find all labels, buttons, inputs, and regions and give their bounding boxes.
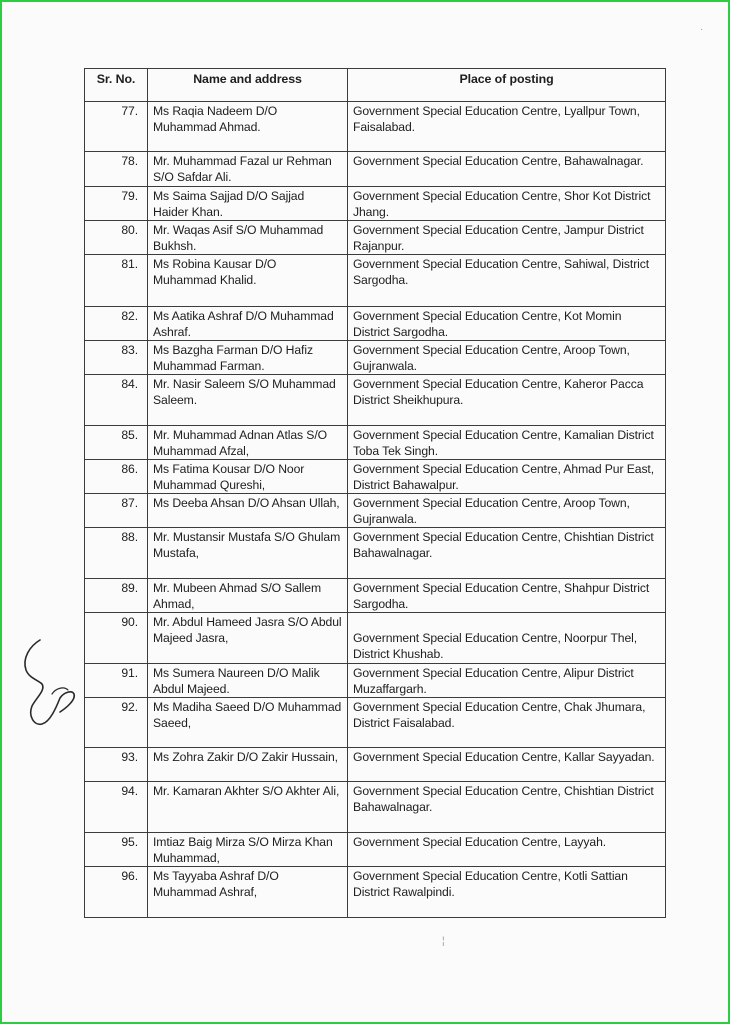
table-row xyxy=(85,833,666,867)
table-row xyxy=(85,528,666,579)
scan-speck: · xyxy=(700,24,704,35)
sr-no-cell: 81. xyxy=(85,255,148,307)
table-row xyxy=(85,460,666,494)
name-cell: Ms Sumera Naureen D/O Malik Abdul Majeed. xyxy=(148,664,348,698)
place-cell: Government Special Education Centre, Aroop Town, Gujranwala. xyxy=(348,341,666,375)
name-cell: Ms Aatika Ashraf D/O Muhammad Ashraf. xyxy=(148,307,348,341)
sr-no-cell: 84. xyxy=(85,375,148,426)
name-cell: Ms Tayyaba Ashraf D/O Muhammad Ashraf, xyxy=(148,867,348,918)
place-cell: Government Special Education Centre, Sahiwal, District Sargodha. xyxy=(348,255,666,307)
name-cell: Ms Fatima Kousar D/O Noor Muhammad Qureshi, xyxy=(148,460,348,494)
place-cell: Government Special Education Centre, Shor Kot District Jhang. xyxy=(348,187,666,221)
name-cell: Mr. Nasir Saleem S/O Muhammad Saleem. xyxy=(148,375,348,426)
sr-no-cell: 77. xyxy=(85,102,148,152)
table-row xyxy=(85,221,666,255)
name-cell: Ms Robina Kausar D/O Muhammad Khalid. xyxy=(148,255,348,307)
table-row xyxy=(85,307,666,341)
sr-no-cell: 79. xyxy=(85,187,148,221)
table-row xyxy=(85,748,666,782)
sr-no-cell: 85. xyxy=(85,426,148,460)
place-cell: Government Special Education Centre, Alipur District Muzaffargarh. xyxy=(348,664,666,698)
place-cell: Government Special Education Centre, Lyallpur Town, Faisalabad. xyxy=(348,102,666,152)
sr-no-cell: 78. xyxy=(85,152,148,187)
name-cell: Ms Deeba Ahsan D/O Ahsan Ullah, xyxy=(148,494,348,528)
place-cell: Government Special Education Centre, Bahawalnagar. xyxy=(348,152,666,187)
table-row xyxy=(85,782,666,833)
table-row xyxy=(85,494,666,528)
postings-table xyxy=(84,68,666,918)
name-cell: Ms Raqia Nadeem D/O Muhammad Ahmad. xyxy=(148,102,348,152)
name-cell: Ms Bazgha Farman D/O Hafiz Muhammad Farman. xyxy=(148,341,348,375)
table-row xyxy=(85,698,666,748)
place-cell: Government Special Education Centre, Noorpur Thel, District Khushab. xyxy=(348,613,666,664)
sr-no-cell: 92. xyxy=(85,698,148,748)
name-cell: Mr. Waqas Asif S/O Muhammad Bukhsh. xyxy=(148,221,348,255)
header-sr-no: Sr. No. xyxy=(85,69,148,102)
sr-no-cell: 83. xyxy=(85,341,148,375)
sr-no-cell: 88. xyxy=(85,528,148,579)
name-cell: Mr. Muhammad Fazal ur Rehman S/O Safdar Ali. xyxy=(148,152,348,187)
table-row xyxy=(85,579,666,613)
name-cell: Mr. Muhammad Adnan Atlas S/O Muhammad Afzal, xyxy=(148,426,348,460)
scan-speck: ¦ xyxy=(442,936,445,947)
name-cell: Mr. Abdul Hameed Jasra S/O Abdul Majeed Jasra, xyxy=(148,613,348,664)
name-cell: Imtiaz Baig Mirza S/O Mirza Khan Muhammad, xyxy=(148,833,348,867)
table-row xyxy=(85,426,666,460)
place-cell: Government Special Education Centre, Chishtian District Bahawalnagar. xyxy=(348,528,666,579)
table-row xyxy=(85,375,666,426)
sr-no-cell: 87. xyxy=(85,494,148,528)
place-cell: Government Special Education Centre, Chishtian District Bahawalnagar. xyxy=(348,782,666,833)
table-row xyxy=(85,255,666,307)
sr-no-cell: 96. xyxy=(85,867,148,918)
sr-no-cell: 90. xyxy=(85,613,148,664)
name-cell: Mr. Mubeen Ahmad S/O Sallem Ahmad, xyxy=(148,579,348,613)
name-cell: Ms Madiha Saeed D/O Muhammad Saeed, xyxy=(148,698,348,748)
place-cell: Government Special Education Centre, Layyah. xyxy=(348,833,666,867)
place-cell: Government Special Education Centre, Kot Momin District Sargodha. xyxy=(348,307,666,341)
table-row xyxy=(85,187,666,221)
sr-no-cell: 91. xyxy=(85,664,148,698)
place-cell: Government Special Education Centre, Aroop Town, Gujranwala. xyxy=(348,494,666,528)
table-header-row xyxy=(85,69,666,102)
place-cell: Government Special Education Centre, Kamalian District Toba Tek Singh. xyxy=(348,426,666,460)
table-row xyxy=(85,613,666,664)
place-cell: Government Special Education Centre, Kallar Sayyadan. xyxy=(348,748,666,782)
table-row xyxy=(85,152,666,187)
header-place-of-posting: Place of posting xyxy=(348,69,666,102)
place-cell: Government Special Education Centre, Shahpur District Sargodha. xyxy=(348,579,666,613)
place-cell: Government Special Education Centre, Kaheror Pacca District Sheikhupura. xyxy=(348,375,666,426)
name-cell: Mr. Mustansir Mustafa S/O Ghulam Mustafa, xyxy=(148,528,348,579)
place-cell: Government Special Education Centre, Kotli Sattian District Rawalpindi. xyxy=(348,867,666,918)
table-row xyxy=(85,867,666,918)
name-cell: Ms Saima Sajjad D/O Sajjad Haider Khan. xyxy=(148,187,348,221)
place-cell: Government Special Education Centre, Chak Jhumara, District Faisalabad. xyxy=(348,698,666,748)
handwritten-signature xyxy=(16,636,80,736)
sr-no-cell: 95. xyxy=(85,833,148,867)
sr-no-cell: 93. xyxy=(85,748,148,782)
sr-no-cell: 94. xyxy=(85,782,148,833)
place-cell: Government Special Education Centre, Jampur District Rajanpur. xyxy=(348,221,666,255)
header-name-and-address: Name and address xyxy=(148,69,348,102)
sr-no-cell: 82. xyxy=(85,307,148,341)
name-cell: Ms Zohra Zakir D/O Zakir Hussain, xyxy=(148,748,348,782)
name-cell: Mr. Kamaran Akhter S/O Akhter Ali, xyxy=(148,782,348,833)
sr-no-cell: 89. xyxy=(85,579,148,613)
table-row xyxy=(85,102,666,152)
place-cell: Government Special Education Centre, Ahmad Pur East, District Bahawalpur. xyxy=(348,460,666,494)
table-row xyxy=(85,664,666,698)
sr-no-cell: 80. xyxy=(85,221,148,255)
sr-no-cell: 86. xyxy=(85,460,148,494)
table-row xyxy=(85,341,666,375)
